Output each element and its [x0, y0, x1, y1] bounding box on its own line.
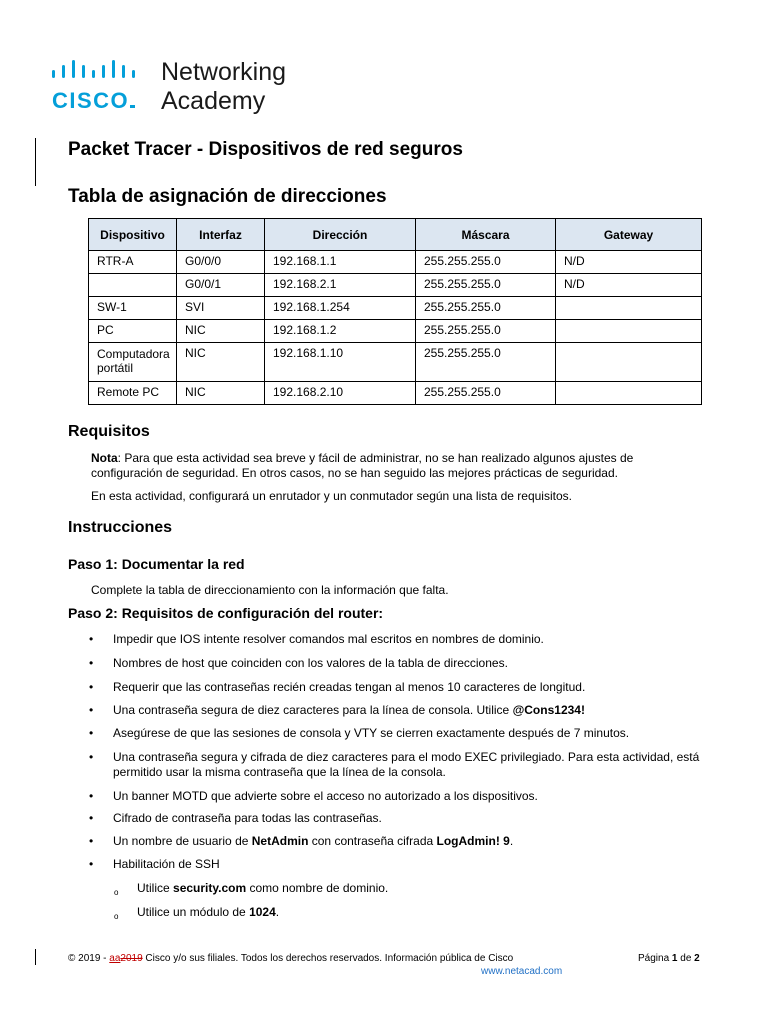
table-cell: SVI [177, 297, 265, 320]
column-header: Dispositivo [89, 219, 177, 251]
bullet-icon: • [89, 680, 94, 694]
table-cell: G0/0/0 [177, 251, 265, 274]
table-cell [89, 274, 177, 297]
brand-networking: Networking [161, 58, 287, 86]
footer-page-number: Página 1 de 2 [638, 953, 700, 964]
table-row [89, 251, 702, 274]
page-title: Packet Tracer - Dispositivos de red seguros [68, 139, 463, 160]
cisco-wordmark: CISCO [52, 89, 135, 113]
table-cell: 255.255.255.0 [416, 343, 556, 382]
margin-bar [35, 138, 36, 186]
table-row [89, 320, 702, 343]
note-paragraph [91, 451, 691, 481]
table-cell: 192.168.2.1 [265, 274, 416, 297]
intro-paragraph: En esta actividad, configurará un enrutador y un conmutador según una lista de requisitos. [91, 489, 572, 503]
table-cell: NIC [177, 320, 265, 343]
table-cell: 192.168.1.254 [265, 297, 416, 320]
column-header: Dirección [265, 219, 416, 251]
step1-title: Paso 1: Documentar la red [68, 556, 245, 572]
step2-title: Paso 2: Requisitos de configuración del router: [68, 605, 384, 621]
table-row [89, 274, 702, 297]
table-cell [556, 343, 702, 382]
note-text: : Para que esta actividad sea breve y fácil de administrar, no se han realizado algunos ajustes de configuración de seguridad. En otros casos, no se han seguido las mejores prácticas de seguridad. [91, 451, 634, 480]
column-header: Interfaz [177, 219, 265, 251]
bullet-icon: • [89, 632, 94, 646]
sub-bullet-icon: o [114, 888, 119, 897]
table-cell: 192.168.2.10 [265, 382, 416, 405]
table-cell: 192.168.1.2 [265, 320, 416, 343]
table-cell [556, 297, 702, 320]
bullet-icon: • [89, 811, 94, 825]
bullet-icon: • [89, 750, 94, 764]
margin-bar [35, 949, 36, 965]
note-label: Nota [91, 451, 118, 465]
table-cell: 255.255.255.0 [416, 297, 556, 320]
cisco-bars-icon [52, 60, 148, 80]
instrucciones-heading: Instrucciones [68, 519, 173, 536]
table-cell: 255.255.255.0 [416, 274, 556, 297]
table-cell [556, 320, 702, 343]
column-header: Máscara [416, 219, 556, 251]
table-cell: NIC [177, 343, 265, 382]
table-cell: 255.255.255.0 [416, 382, 556, 405]
table-cell: 192.168.1.1 [265, 251, 416, 274]
table-row [89, 343, 702, 382]
bullet-icon: • [89, 789, 94, 803]
bullet-icon: • [89, 857, 94, 871]
table-row [89, 382, 702, 405]
table-cell: G0/0/1 [177, 274, 265, 297]
bullet-icon: • [89, 703, 94, 717]
footer-url-link[interactable]: www.netacad.com [481, 966, 563, 977]
table-cell [556, 382, 702, 405]
requisitos-heading: Requisitos [68, 423, 150, 440]
table-cell: PC [89, 320, 177, 343]
table-cell: N/D [556, 274, 702, 297]
table-cell: RTR-A [89, 251, 177, 274]
table-row [89, 297, 702, 320]
table-cell: N/D [556, 251, 702, 274]
table-cell: Computadora portátil [89, 343, 177, 382]
table-cell: Remote PC [89, 382, 177, 405]
column-header: Gateway [556, 219, 702, 251]
bullet-icon: • [89, 656, 94, 670]
table-header-row [89, 219, 702, 251]
footer-copyright: © 2019 - aa2019 Cisco y/o sus filiales. Todos los derechos reservados. Información pública de Cisco [68, 953, 514, 964]
brand-academy: Academy [161, 87, 266, 115]
address-table [88, 218, 702, 405]
table-cell: SW-1 [89, 297, 177, 320]
sub-bullet-icon: o [114, 912, 119, 921]
table-cell: NIC [177, 382, 265, 405]
table-cell: 192.168.1.10 [265, 343, 416, 382]
step1-text: Complete la tabla de direccionamiento con la información que falta. [91, 583, 449, 597]
table-cell: 255.255.255.0 [416, 320, 556, 343]
table-heading: Tabla de asignación de direcciones [68, 186, 387, 207]
bullet-icon: • [89, 726, 94, 740]
bullet-icon: • [89, 834, 94, 848]
table-cell: 255.255.255.0 [416, 251, 556, 274]
